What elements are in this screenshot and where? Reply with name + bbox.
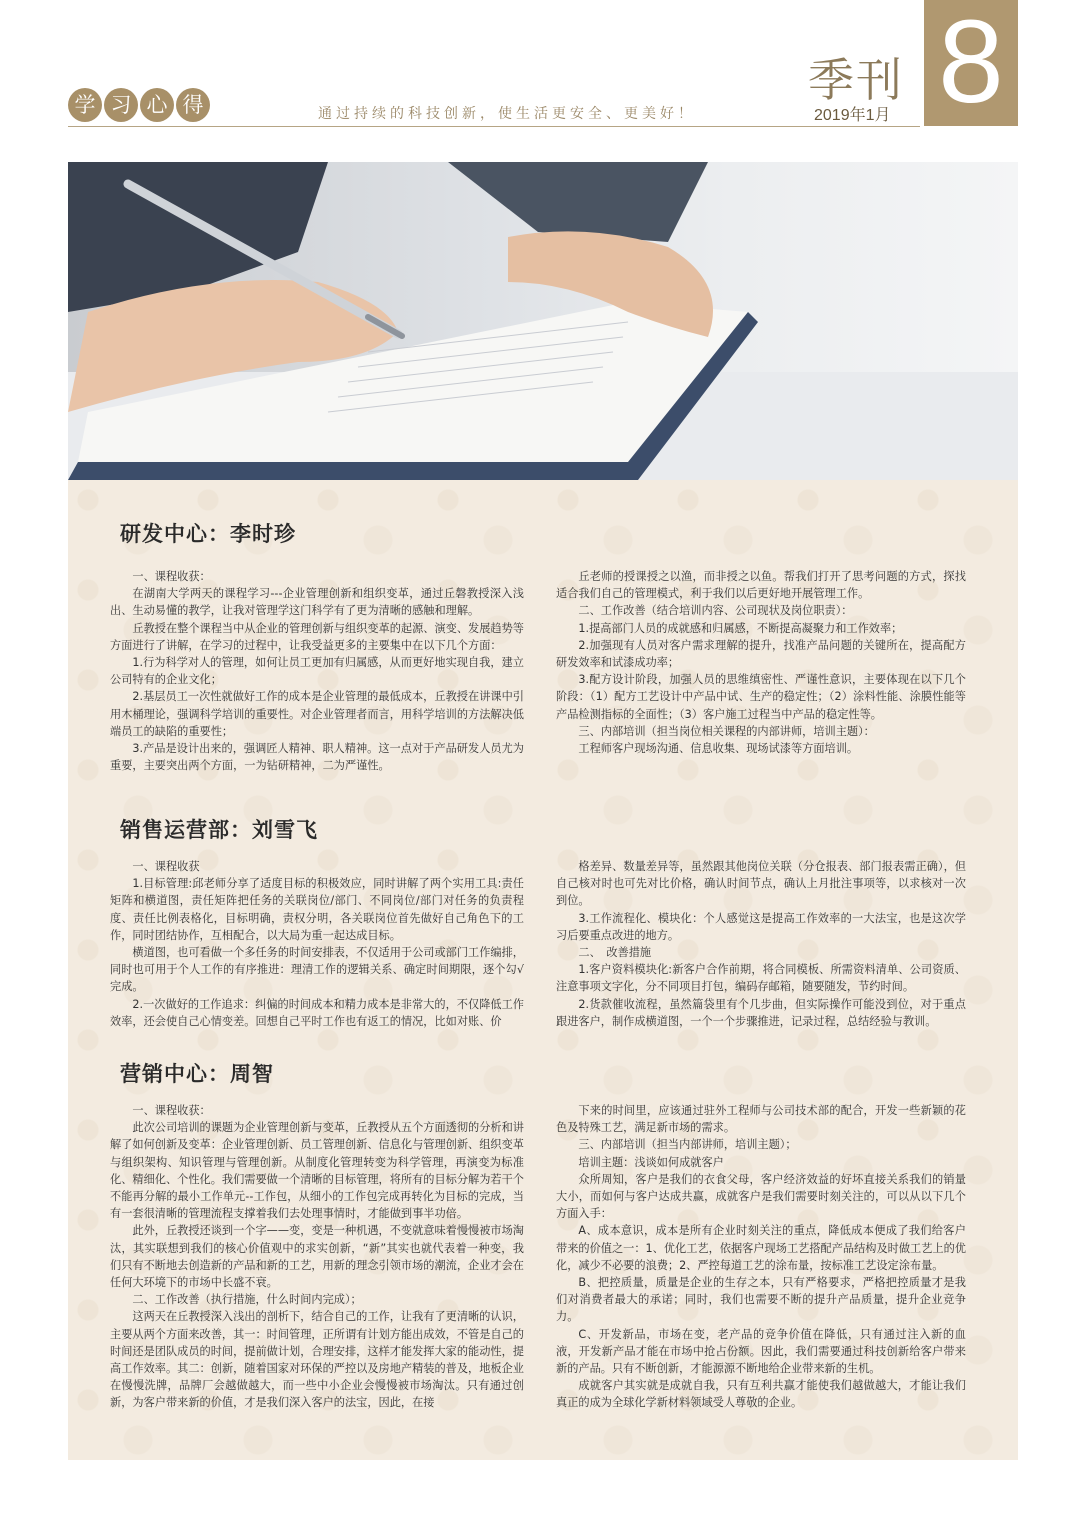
paragraph: 1.客户资料模块化:新客户合作前期，将合同模板、所需资料清单、公司资质、注意事项文字化，分不同项目打包，编码存邮箱，随要随发，节约时间。 <box>556 963 966 994</box>
paragraph: 三、内部培训（担当岗位相关课程的内部讲师，培训主题）： <box>578 724 875 738</box>
issue-date: 2019年1月 <box>814 107 891 124</box>
hand-writing-notebook-photo <box>68 162 1018 480</box>
paragraph: 此外，丘教授还谈到一个字——变，变是一种机遇，不变就意味着慢慢被市场淘汰，其实联想到我们的核心价值观中的求实创新，“新”其实也就代表着一种变，我们只有不断地去创造新的产品和新的工艺，用新的理念引领市场的潮流，企业才会在任何大环境下的市场中长盛不衰。 <box>110 1224 524 1290</box>
section-title-rd: 研发中心：李时珍 <box>120 522 296 546</box>
paragraph: B、把控质量，质量是企业的生存之本，只有严格要求，严格把控质量才是我们对消费者最大的承诺；同时，我们也需要不断的提升产品质量，提升企业竞争力。 <box>556 1276 966 1324</box>
paragraph: 一、课程收获： <box>132 570 211 583</box>
paragraph: 1.目标管理:邱老师分享了适度目标的积极效应，同时讲解了两个实用工具:责任矩阵和横道图，责任矩阵把任务的关联岗位/部门、不同岗位/部门对任务的负责程度、责任比例表格化，目标明确，责权分明，各关联岗位首先做好自己角色下的工作，同时团结协作，互相配合，以大局为重一起达成目标。 <box>110 877 524 942</box>
page-header <box>0 0 1080 160</box>
paragraph: 二、 改善措施 <box>578 946 652 960</box>
paragraph: 一、课程收获： <box>132 1104 211 1117</box>
quarterly-label: 季刊 <box>808 53 904 107</box>
issue-number-block <box>924 0 1018 126</box>
articles-area <box>68 480 1018 1460</box>
section-sales-right-column <box>556 858 966 1030</box>
section-rd-right-column <box>556 568 966 757</box>
paragraph: 成就客户其实就是成就自我，只有互利共赢才能使我们越做越大，才能让我们真正的成为全球化学新材料领域受人尊敬的企业。 <box>556 1379 966 1410</box>
slogan: 通过持续的科技创新，使生活更安全、更美好！ <box>318 106 696 122</box>
paragraph: 1.提高部门人员的成就感和归属感，不断提高凝聚力和工作效率； <box>578 621 903 635</box>
header-divider <box>68 126 920 127</box>
paragraph: 众所周知，客户是我们的衣食父母，客户经济效益的好坏直接关系我们的销量大小，而如何与客户达成共赢，成就客户是我们需要时刻关注的，可以从以下几个方面入手： <box>556 1172 966 1221</box>
paragraph: 丘教授在整个课程当中从企业的管理创新与组织变革的起源、演变、发展趋势等方面进行了讲解，在学习的过程中，让我受益更多的主要集中在以下几个方面： <box>110 621 524 652</box>
paragraph: 格差异、数量差异等，虽然跟其他岗位关联（分仓报表、部门报表需正确），但自己核对时也可先对比价格，确认时间节点，确认上月批注事项等，以求核对一次到位。 <box>556 860 966 908</box>
paragraph: 2.加强现有人员对客户需求理解的提升，找准产品问题的关键所在，提高配方研发效率和试漆成功率； <box>556 638 966 670</box>
right-sleeve <box>448 162 708 242</box>
section-title-marketing: 营销中心：周智 <box>120 1062 274 1086</box>
section-tag-char: 学 <box>68 88 102 122</box>
paragraph: 2.货款催收流程，虽然篇袋里有个几步曲，但实际操作可能没到位，对于重点跟进客户，制作成横道图，一个一个步骤推进，记录过程，总结经验与教训。 <box>556 997 966 1028</box>
paragraph: 工程师客户现场沟通、信息收集、现场试漆等方面培训。 <box>578 742 859 756</box>
paragraph: 这两天在丘教授深入浅出的剖析下，结合自己的工作，让我有了更清晰的认识，主要从两个方面来改善，其一：时间管理，正所谓有计划方能出成效，不管是自己的时间还是团队成员的时间，提前做计划，合理安排，这样才能发挥大家的能动性，提高工作效率。其二：创新，随着国家对环保的严控以及房地产精装的普及，地板企业在慢慢洗牌，品牌厂会越做越大，而一些中小企业会慢慢被市场淘汰。只有通过创新，为客户带来新的价值，才是我们深入客户的法宝，因此，在接 <box>110 1310 524 1410</box>
section-tag-char: 心 <box>140 88 174 122</box>
paragraph: 二、工作改善（结合培训内容、公司现状及岗位职责）： <box>578 604 853 618</box>
paragraph: 1.行为科学对人的管理，如何让员工更加有归属感，从而更好地实现自我，建立公司特有的企业文化； <box>110 656 524 687</box>
section-rd-left-column <box>110 568 524 774</box>
paragraph: 3.配方设计阶段，加强人员的思维缜密性、严谨性意识，主要体现在以下几个阶段：（1）配方工艺设计中产品中试、生产的稳定性；（2）涂料性能、涂膜性能等产品检测指标的全面性；（3）客户施工过程当中产品的稳定性等。 <box>556 673 966 721</box>
paragraph: 2.一次做好的工作追求：纠偏的时间成本和精力成本是非常大的，不仅降低工作效率，还会使自己心情变差。回想自己平时工作也有返工的情况，比如对账、价 <box>110 997 524 1028</box>
section-sales-left-column <box>110 858 524 1030</box>
section-title-sales: 销售运营部：刘雪飞 <box>120 818 318 842</box>
photo-illustration <box>68 162 1018 480</box>
paragraph: 在湖南大学两天的课程学习---企业管理创新和组织变革，通过丘磐教授深入浅出、生动易懂的教学，让我对管理学这门科学有了更为清晰的感触和理解。 <box>110 587 524 618</box>
paragraph: 横道图，也可看做一个多任务的时间安排表，不仅适用于公司或部门工作编排，同时也可用于个人工作的有序推进：理清工作的逻辑关系、确定时间期限，逐个勾√完成。 <box>110 946 524 994</box>
paragraph: 二、工作改善（执行措施，什么时间内完成）； <box>132 1293 362 1307</box>
paragraph: 一、课程收获 <box>132 860 200 873</box>
section-tag-char: 得 <box>176 88 210 122</box>
paragraph: 丘老师的授课授之以渔，而非授之以鱼。帮我们打开了思考问题的方式，探找适合我们自己的管理模式，利于我们以后更好地开展管理工作。 <box>556 570 966 601</box>
paragraph: 此次公司培训的课题为企业管理创新与变革，丘教授从五个方面透彻的分析和讲解了如何创新及变革：企业管理创新、员工管理创新、信息化与管理创新、组织变革与组织架构、知识管理与管理创新。从制度化管理转变为科学管理，再演变为标准化、精细化、个性化。我们需要做一个清晰的目标管理，将所有的目标分解为若干个不能再分解的最小工作单元--工作包，从细小的工作包完成再转化为目标的完成，当有一套很清晰的管理流程支撑着我们去处理事情时，才能做到事半功倍。 <box>110 1121 524 1221</box>
paragraph: 下来的时间里，应该通过驻外工程师与公司技术部的配合，开发一些新颖的花色及特殊工艺，满足新市场的需求。 <box>556 1104 966 1135</box>
paragraph: 2.基层员工一次性就做好工作的成本是企业管理的最低成本，丘教授在讲课中引用木桶理论，强调科学培训的重要性。对企业管理者而言，用科学培训的方法解决低端员工的缺陷的重要性； <box>110 690 524 738</box>
paragraph: 三、内部培训（担当内部讲师，培训主题）； <box>578 1138 797 1152</box>
section-tag <box>68 88 210 122</box>
paragraph: 培训主题：浅谈如何成就客户 <box>578 1155 724 1169</box>
issue-number: 8 <box>938 0 1004 128</box>
paragraph: A、成本意识，成本是所有企业时刻关注的重点，降低成本便成了我们给客户带来的价值之一：1、优化工艺，依据客户现场工艺搭配产品结构及时做工艺上的优化，减少不必要的浪费；2、严控每道工艺的涂布量，按标准工艺设定涂布量。 <box>556 1224 966 1272</box>
paragraph: 3.工作流程化、模块化：个人感觉这是提高工作效率的一大法宝，也是这次学习后要重点改进的地方。 <box>556 911 966 942</box>
section-marketing-right-column <box>556 1102 966 1412</box>
section-tag-char: 习 <box>104 88 138 122</box>
paragraph: C、开发新品，市场在变，老产品的竞争价值在降低，只有通过注入新的血液，开发新产品才能在市场中抢占份额。因此，我们需要通过科技创新给客户带来新的产品。只有不断创新，才能源源不断地给企业带来新的生机。 <box>556 1327 966 1376</box>
paragraph: 3.产品是设计出来的，强调匠人精神、职人精神。这一点对于产品研发人员尤为重要，主要突出两个方面，一为钻研精神，二为严谨性。 <box>110 742 524 773</box>
section-marketing-left-column <box>110 1102 524 1412</box>
